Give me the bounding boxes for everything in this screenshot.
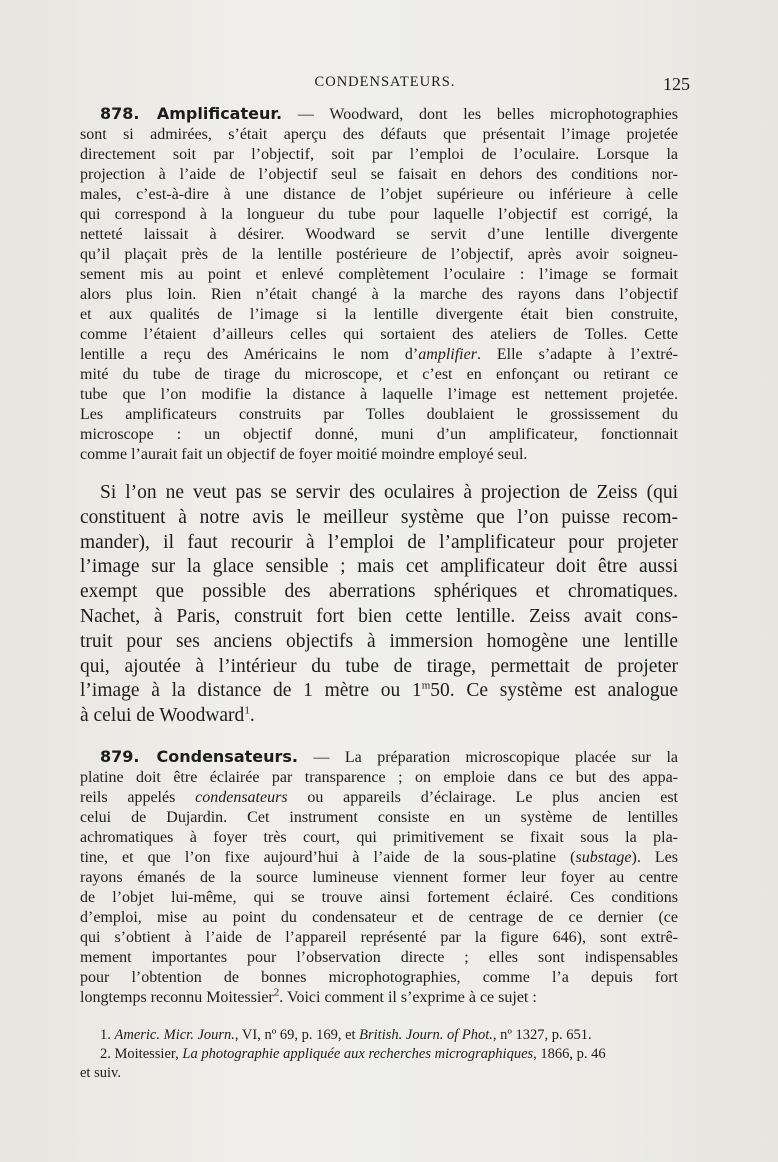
footnote-ref-1: 1 [244,704,250,717]
condensateurs-term: condensateurs [195,789,288,806]
substage-term: substage [575,849,632,866]
footnote-ref-2: 2 [273,986,280,999]
running-title: CONDENSATEURS. [314,74,456,90]
section-879-heading: 879. Condensateurs. [100,747,299,766]
page-number: 125 [663,74,690,94]
footnote-2: 2. Moitessier, La photographie appliquée aux recherches micrographiques, 1866, p. 46 [100,1046,606,1062]
page-header [80,74,690,96]
section-879-paragraph: 879. Condensateurs. — La préparation microscopique placée sur la platine doit être éclairée par transparence ; on emploie dans ce but des appa- reils appelés condensateurs ou appareils d’éclairage. Le plus ancien est celui de Dujardin. Cet instrument consiste en un système de lentilles achromatiques à foyer très court, qui primitivement se fixait sous la pla- tine, et que l’on fixe aujourd’hui à l’aide de la sous-platine (substage). Les rayons émanés de la source lumineuse viennent former leur foyer au centre de l’objet lui-même, qui se trouve ainsi fortement éclairé. Ces conditions d’emploi, mise au point du condensateur et de centrage de ce dernier (ce qui s’obtient à l’aide de l’appareil représenté par la figure 646), sont extrê- mement importantes pour l’observation directe ; elles sont indispensables pour l’obtention de bonnes microphotographies, comme l’a depuis fort longtemps reconnu Moitessier$^2$. Voici comment il s’exprime à ce sujet : [80,747,679,1006]
section-878-paragraph: 878. Amplificateur. — Woodward, dont les belles microphotographies sont si admirées, s’était aperçu des défauts que présentait l’image projetée directement soit par l’objectif, soit par l’emploi de l’oculaire. Lorsque la projection à l’aide de l’objectif seul se faisait en dehors des conditions nor- males, c’est-à-dire à une distance de l’objet supérieure ou inférieure à celle qui correspond à la longueur du tube pour laquelle l’objectif est corrigé, la netteté laissait à désirer. Woodward se servit d’une lentille divergente qu’il plaçait près de la lentille postérieure de l’objectif, après avoir soigneu- sement mis au point et enlevé complètement l’oculaire : l’image se formait alors plus loin. Rien n’était changé à la marche des rayons dans l’objectif et aux qualités de l’image si la lentille divergente était bien construite, comme l’étaient d’ailleurs celles qui sortaient des ateliers de Tolles. Cette lentille a reçu des Américains le nom d’amplifier. Elle s’adapte à l’extré- mité du tube de tirage du microscope, et c’est en enfonçant ou retirant ce tube que l’on modifie la distance à laquelle l’image est nettement projetée. Les amplificateurs construits par Tolles doublaient le grossissement du microscope : un objectif donné, muni d’un amplificateur, fonctionnait comme l’aurait fait un objectif de foyer moitié moindre employé seul. [80,104,679,463]
footnotes [80,1026,678,1083]
footnote-2-continuation: et suiv. [80,1065,121,1081]
zeiss-paragraph: Si l’on ne veut pas se servir des oculaires à projection de Zeiss (qui constituent à notre avis le meilleur système que l’on puisse recom- mander), il faut recourir à l’emploi de l’amplificateur pour projeter l’image sur la glace sensible ; mais cet amplificateur doit être aussi exempt que possible des aberrations sphériques et chromatiques. Nachet, à Paris, construit fort bien cette lentille. Zeiss avait cons- truit pour ses anciens objectifs à immersion homogène une lentille qui, ajoutée à l’intérieur du tube de tirage, permettait de projeter l’image à la distance de 1 mètre ou 1$^m$50. Ce système est analogue à celui de Woodward$^1$. [80,482,679,727]
footnote-1: 1. Americ. Micr. Journ., VI, nº 69, p. 169, et British. Journ. of Phot., nº 1327, p. 651. [100,1027,592,1043]
section-878-heading: 878. Amplificateur. [100,104,283,123]
amplifier-term: amplifier [418,346,477,363]
